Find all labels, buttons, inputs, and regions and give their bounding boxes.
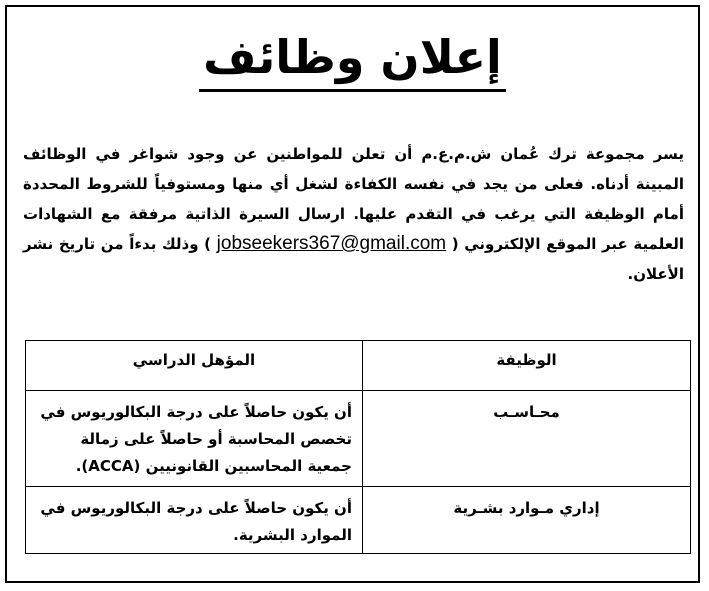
job-title: إداري مـوارد بشـرية [363, 487, 691, 554]
ad-body-text: يسر مجموعة ترك عُمان ش.م.ع.م أن تعلن للمواطنين عن وجود شواغر في الوظائف المبينة أدناه. فعلى من يجد في نفسه الكفاءة لشغل أي منها ومستوفياً للشروط المحددة أمام الوظيفة التي يرغب في التقدم عليها. ارسال السيرة الذاتية مرفقة مع الشهادات العلمية عبر الموقع الإلكتروني ( [23, 145, 684, 253]
ad-frame [5, 5, 700, 583]
table-row [26, 487, 691, 554]
table-row [26, 391, 691, 487]
ad-body [23, 139, 684, 289]
job-qualification: أن يكون حاصلاً على درجة البكالوريوس في تخصص المحاسبة أو حاصلاً على زمالة جمعية المحاسبين القانونيين (ACCA). [26, 391, 363, 487]
header-qualification: المؤهل الدراسي [26, 341, 363, 391]
table-header-row [26, 341, 691, 391]
ad-title: إعلان وظائف [199, 27, 506, 92]
ad-body-text-end: ) وذلك بدءاً من تاريخ نشر الأعلان. [23, 235, 684, 283]
job-title: محـاسـب [363, 391, 691, 487]
email-link[interactable]: jobseekers367@gmail.com [216, 233, 447, 254]
jobs-table [25, 340, 691, 554]
header-job: الوظيفة [363, 341, 691, 391]
job-qualification: أن يكون حاصلاً على درجة البكالوريوس في الموارد البشرية. [26, 487, 363, 554]
title-wrapper [7, 27, 698, 92]
